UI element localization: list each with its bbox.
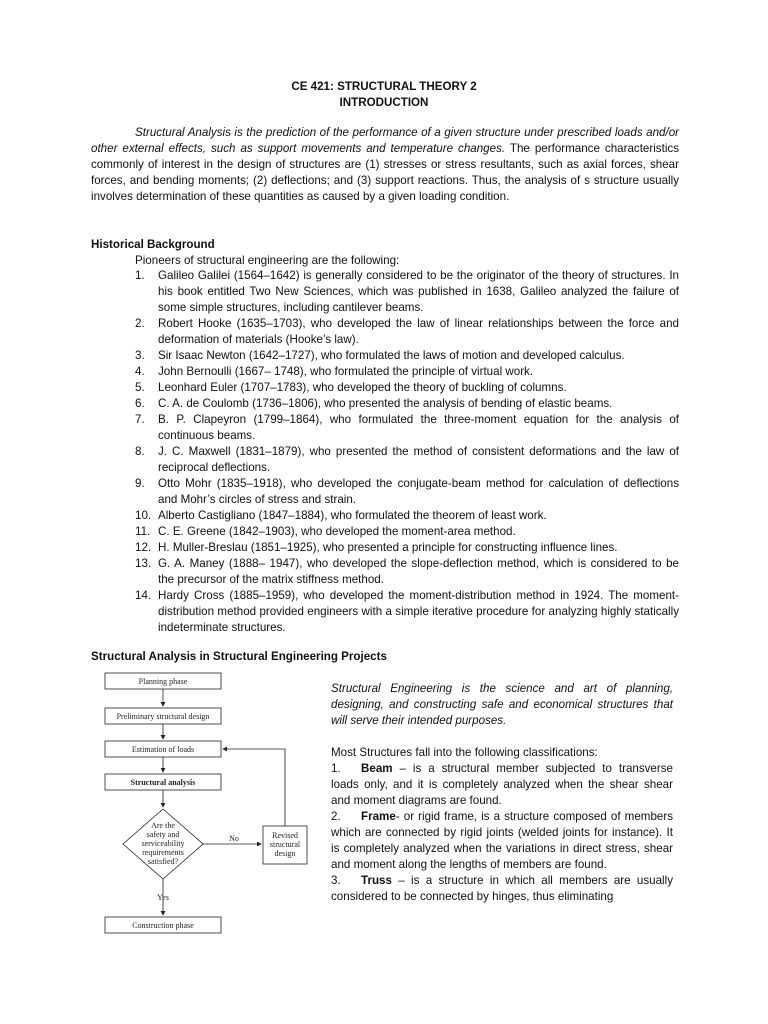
list-item (135, 524, 679, 540)
list-item (135, 556, 679, 588)
decision-line: requirements (142, 848, 184, 857)
list-item (135, 476, 679, 508)
classification-item (331, 873, 673, 905)
intro-definition: Structural Analysis is the prediction of the performance of a given structure under prescribed loads and/or other external effects, such as support movements and temperature changes. (91, 126, 679, 155)
yes-label: Yes (157, 893, 169, 902)
list-text: C. A. de Coulomb (1736–1806), who presented the analysis of bending of elastic beams. (158, 397, 613, 410)
list-number: 1. (135, 269, 145, 282)
list-text: C. E. Greene (1842–1903), who developed the moment-area method. (158, 525, 516, 538)
list-number: 5. (135, 381, 145, 394)
classification-item (331, 761, 673, 809)
classification-number: 3. (331, 874, 341, 887)
classification-text: – is a structural member subjected to transverse loads only, and it is completely analyzed when the shear shear and moment diagrams are found. (331, 762, 673, 807)
list-number: 9. (135, 477, 145, 490)
list-text: Hardy Cross (1885–1959), who developed the moment-distribution method in 1924. The moment-distribution method provided engineers with a simple iterative procedure for analyzing highly statically indeterminate structures. (158, 589, 679, 634)
classification-number: 2. (331, 810, 341, 823)
decision-line: Are the (151, 821, 175, 830)
intro-paragraph (91, 125, 679, 205)
analysis-label: Structural analysis (130, 778, 196, 787)
list-item (135, 316, 679, 348)
planning-label: Planning phase (138, 677, 188, 686)
revised-line: Revised (272, 831, 298, 840)
list-number: 4. (135, 365, 145, 378)
list-number: 14. (135, 589, 152, 602)
classifications-intro: Most Structures fall into the following classifications: (331, 746, 598, 759)
classification-text: - or rigid frame, is a structure composed of members which are connected by rigid joints (welded joints for instance). It is completely analyzed when the variations in direct stress, shear and moment along the lengths of members are found. (331, 810, 673, 871)
decision-line: satisfied? (147, 857, 179, 866)
list-text: Robert Hooke (1635–1703), who developed the law of linear relationships between the force and deformation of materials (Hooke’s law). (158, 317, 679, 346)
decision-line: safety and (146, 830, 180, 839)
list-text: H. Muller-Breslau (1851–1925), who presented a principle for constructing influence lines. (158, 541, 618, 554)
classification-number: 1. (331, 762, 341, 775)
no-label: No (229, 834, 239, 843)
list-number: 12. (135, 541, 152, 554)
list-number: 11. (135, 525, 151, 538)
list-item (135, 508, 679, 524)
se-definition: Structural Engineering is the science and art of planning, designing, and constructing safe and economical structures that will serve their intended purposes. (331, 682, 673, 727)
list-item (135, 412, 679, 444)
historical-heading: Historical Background (91, 238, 215, 251)
classification-text: – is a structure in which all members are usually considered to be connected by hinges, thus eliminating (331, 874, 673, 903)
list-text: Alberto Castigliano (1847–1884), who formulated the theorem of least work. (158, 509, 547, 522)
list-item (135, 268, 679, 316)
list-item (135, 396, 679, 412)
intro-body: The performance characteristics commonly of interest in the design of structures are (1) stresses or stress resultants, such as axial forces, shear forces, and bending moments; (2) deflections; and (3) support reactions. Thus, the analysis of s structure usually involves determination of these quantities as caused by a given loading condition. (91, 142, 679, 203)
list-number: 2. (135, 317, 145, 330)
list-item (135, 380, 679, 396)
design-process-flowchart (95, 668, 321, 938)
pioneers-intro: Pioneers of structural engineering are the following: (135, 254, 400, 267)
estimation-label: Estimation of loads (131, 745, 195, 754)
preliminary-label: Preliminary structural design (116, 712, 210, 721)
list-text: John Bernoulli (1667– 1748), who formulated the principle of virtual work. (158, 365, 534, 378)
list-item (135, 588, 679, 636)
revised-line: design (274, 849, 296, 858)
classification-term: Beam (361, 762, 393, 775)
feedback-arrow (223, 749, 285, 826)
classification-term: Truss (361, 874, 392, 887)
list-text: Sir Isaac Newton (1642–1727), who formulated the laws of motion and developed calculus. (158, 349, 625, 362)
right-column (331, 681, 673, 905)
list-number: 8. (135, 445, 145, 458)
section-title: INTRODUCTION (339, 96, 429, 109)
list-number: 10. (135, 509, 152, 522)
list-item (135, 348, 679, 364)
construction-label: Construction phase (132, 921, 194, 930)
list-number: 13. (135, 557, 152, 570)
list-number: 6. (135, 397, 145, 410)
course-title: CE 421: STRUCTURAL THEORY 2 (291, 80, 477, 93)
classification-term: Frame (361, 810, 396, 823)
list-text: Galileo Galilei (1564–1642) is generally considered to be the originator of the theory of structures. In his book entitled Two New Sciences, which was published in 1638, Galileo analyzed the failure of some simple structures, including cantilever beams. (158, 269, 679, 314)
list-text: G. A. Maney (1888– 1947), who developed the slope-deflection method, which is considered to be the precursor of the matrix stiffness method. (158, 557, 679, 586)
list-text: J. C. Maxwell (1831–1879), who presented the method of consistent deformations and the law of reciprocal deflections. (158, 445, 679, 474)
projects-heading: Structural Analysis in Structural Engineering Projects (91, 650, 387, 663)
list-number: 3. (135, 349, 145, 362)
list-item (135, 444, 679, 476)
revised-line: structural (269, 840, 301, 849)
list-text: Leonhard Euler (1707–1783), who developed the theory of buckling of columns. (158, 381, 567, 394)
list-item (135, 540, 679, 556)
list-item (135, 364, 679, 380)
list-number: 7. (135, 413, 145, 426)
list-text: B. P. Clapeyron (1799–1864), who formulated the three-moment equation for the analysis of continuous beams. (158, 413, 679, 442)
decision-line: serviceability (141, 839, 185, 848)
pioneers-list (135, 268, 679, 636)
classification-item (331, 809, 673, 873)
list-text: Otto Mohr (1835–1918), who developed the conjugate-beam method for calculation of deflections and Mohr’s circles of stress and strain. (158, 477, 679, 506)
